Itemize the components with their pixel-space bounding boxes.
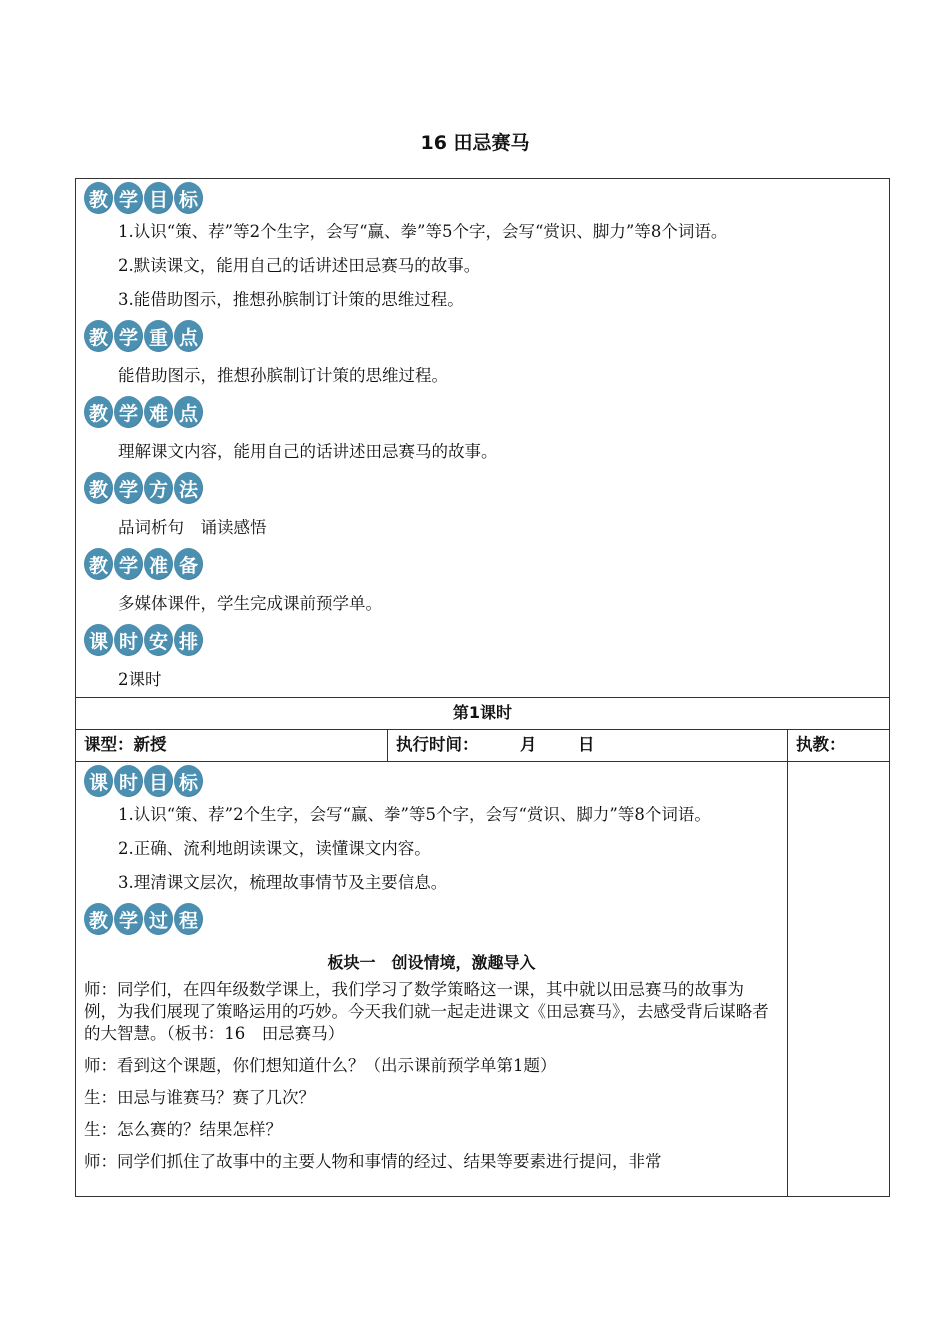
badge-char: 安 xyxy=(144,624,173,656)
badge-difficulties xyxy=(84,395,881,429)
lesson-type: 课型：新授 xyxy=(76,730,388,761)
badge-char: 学 xyxy=(114,182,143,214)
badge-char: 时 xyxy=(114,765,143,797)
execution-time xyxy=(388,730,788,761)
document-title: 16 田忌赛马 xyxy=(420,132,530,154)
dialogue-line: 生：怎么赛的？结果怎样？ xyxy=(84,1120,282,1139)
badge-char: 标 xyxy=(174,182,203,214)
badge-teaching-process xyxy=(84,902,779,936)
badge-char: 时 xyxy=(114,624,143,656)
badge-char: 学 xyxy=(114,472,143,504)
badge-char: 难 xyxy=(144,396,173,428)
badge-char: 学 xyxy=(114,320,143,352)
badge-char: 重 xyxy=(144,320,173,352)
lesson-content xyxy=(76,762,788,1196)
badge-char: 备 xyxy=(174,548,203,580)
badge-char: 教 xyxy=(84,320,113,352)
badge-char: 课 xyxy=(84,765,113,797)
badge-char: 准 xyxy=(144,548,173,580)
badge-char: 目 xyxy=(144,765,173,797)
preparation-text: 多媒体课件，学生完成课前预学单。 xyxy=(118,594,382,613)
goal-line: 1.认识“策、荐”等2个生字，会写“赢、拳”等5个字，会写“赏识、脚力”等8个词语。 xyxy=(118,222,728,241)
badge-teaching-goals xyxy=(84,181,881,215)
dialogue-line: 师：看到这个课题，你们想知道什么？（出示课前预学单第1题） xyxy=(84,1056,557,1075)
badge-key-points xyxy=(84,319,881,353)
lesson-body-row xyxy=(76,761,889,1196)
teacher-label: 执教： xyxy=(796,735,846,754)
badge-char: 程 xyxy=(174,903,203,935)
lesson-goal-line: 2.正确、流利地朗读课文，读懂课文内容。 xyxy=(118,839,431,858)
goal-line: 2.默读课文，能用自己的话讲述田忌赛马的故事。 xyxy=(118,256,481,275)
badge-char: 方 xyxy=(144,472,173,504)
methods-text: 品词析句 诵读感悟 xyxy=(118,518,267,537)
badge-char: 课 xyxy=(84,624,113,656)
badge-methods xyxy=(84,471,881,505)
dialogue-line: 生：田忌与谁赛马？赛了几次？ xyxy=(84,1088,315,1107)
dialogue-line: 师：同学们，在四年级数学课上，我们学习了数学策略这一课，其中就以田忌赛马的故事为例，为我们展现了策略运用的巧妙。今天我们就一起走进课文《田忌赛马》，去感受背后谋略者的大智慧。（板书：16 田忌赛马） xyxy=(84,980,769,1043)
lesson-goal-line: 3.理清课文层次，梳理故事情节及主要信息。 xyxy=(118,873,448,892)
badge-preparation xyxy=(84,547,881,581)
goal-line: 3.能借助图示，推想孙膑制订计策的思维过程。 xyxy=(118,290,464,309)
notes-column xyxy=(788,762,889,1196)
key-point-text: 能借助图示，推想孙膑制订计策的思维过程。 xyxy=(118,366,448,385)
badge-char: 标 xyxy=(174,765,203,797)
lesson-meta-row xyxy=(76,729,889,761)
badge-char: 学 xyxy=(114,903,143,935)
difficulty-text: 理解课文内容，能用自己的话讲述田忌赛马的故事。 xyxy=(118,442,498,461)
badge-char: 教 xyxy=(84,472,113,504)
lesson-plan-table xyxy=(75,178,890,1197)
badge-char: 教 xyxy=(84,396,113,428)
execution-time-label: 执行时间： xyxy=(396,735,479,754)
overview-cell xyxy=(76,181,889,697)
badge-char: 排 xyxy=(174,624,203,656)
badge-lesson-goals xyxy=(84,764,779,798)
badge-char: 教 xyxy=(84,903,113,935)
badge-schedule xyxy=(84,623,881,657)
month-label: 月 xyxy=(520,735,537,754)
badge-char: 目 xyxy=(144,182,173,214)
badge-char: 法 xyxy=(174,472,203,504)
lesson-heading: 第1课时 xyxy=(76,697,889,729)
badge-char: 学 xyxy=(114,396,143,428)
badge-char: 教 xyxy=(84,182,113,214)
badge-char: 过 xyxy=(144,903,173,935)
dialogue-line: 师：同学们抓住了故事中的主要人物和事情的经过、结果等要素进行提问，非常 xyxy=(84,1152,662,1171)
badge-char: 教 xyxy=(84,548,113,580)
lesson-goal-line: 1.认识“策、荐”2个生字，会写“赢、拳”等5个字，会写“赏识、脚力”等8个词语。 xyxy=(118,805,711,824)
badge-char: 点 xyxy=(174,396,203,428)
badge-char: 学 xyxy=(114,548,143,580)
day-label: 日 xyxy=(578,735,595,754)
badge-char: 点 xyxy=(174,320,203,352)
block-title: 板块一 创设情境，激趣导入 xyxy=(327,953,536,972)
schedule-text: 2课时 xyxy=(118,670,162,689)
